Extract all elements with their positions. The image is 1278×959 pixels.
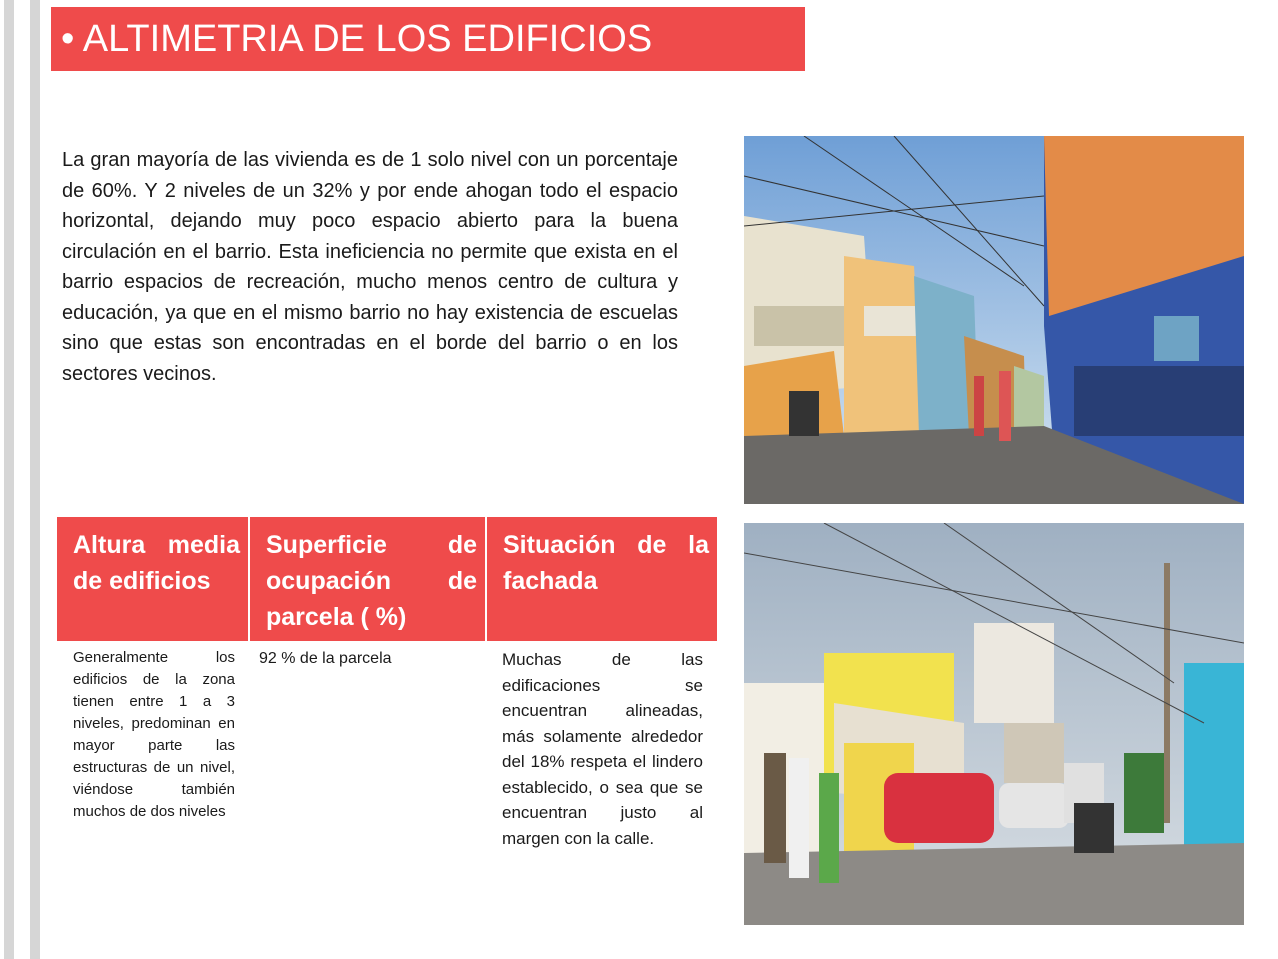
street-photo-1 bbox=[744, 136, 1244, 504]
header-altura: Altura media de edificios bbox=[57, 517, 249, 641]
cell-fachada: Muchas de las edificaciones se encuentran alineadas, más solamente alrededor del 18% respeta el lindero establecido, o sea que se encuentran justo al margen con la calle. bbox=[502, 650, 703, 848]
left-decorative-bar-inner bbox=[30, 0, 40, 959]
header-fachada: Situación de la fachada bbox=[486, 517, 717, 641]
header-superficie: Superficie de ocupación de parcela ( %) bbox=[249, 517, 486, 641]
page-title: • ALTIMETRIA DE LOS EDIFICIOS bbox=[51, 7, 805, 71]
table-header-row bbox=[57, 517, 717, 641]
street-photo-2 bbox=[744, 523, 1244, 925]
left-decorative-bar bbox=[4, 0, 14, 959]
cell-altura: Generalmente los edificios de la zona tienen entre 1 a 3 niveles, predominan en mayor parte las estructuras de un nivel, viéndose también muchos de dos niveles bbox=[73, 649, 235, 820]
intro-paragraph: La gran mayoría de las vivienda es de 1 solo nivel con un porcentaje de 60%. Y 2 niveles de un 32% y por ende ahogan todo el espacio horizontal, dejando muy poco espacio abierto para la buena circulación en el barrio. Esta ineficiencia no permite que exista en el barrio espacios de recreación, mucho menos centro de cultura y educación, ya que en el mismo barrio no hay existencia de escuelas sino que estas son encontradas en el borde del barrio o en los sectores vecinos. bbox=[62, 149, 678, 385]
cell-superficie: 92 % de la parcela bbox=[259, 650, 392, 667]
table-row bbox=[57, 641, 717, 851]
building-height-table bbox=[57, 517, 717, 851]
